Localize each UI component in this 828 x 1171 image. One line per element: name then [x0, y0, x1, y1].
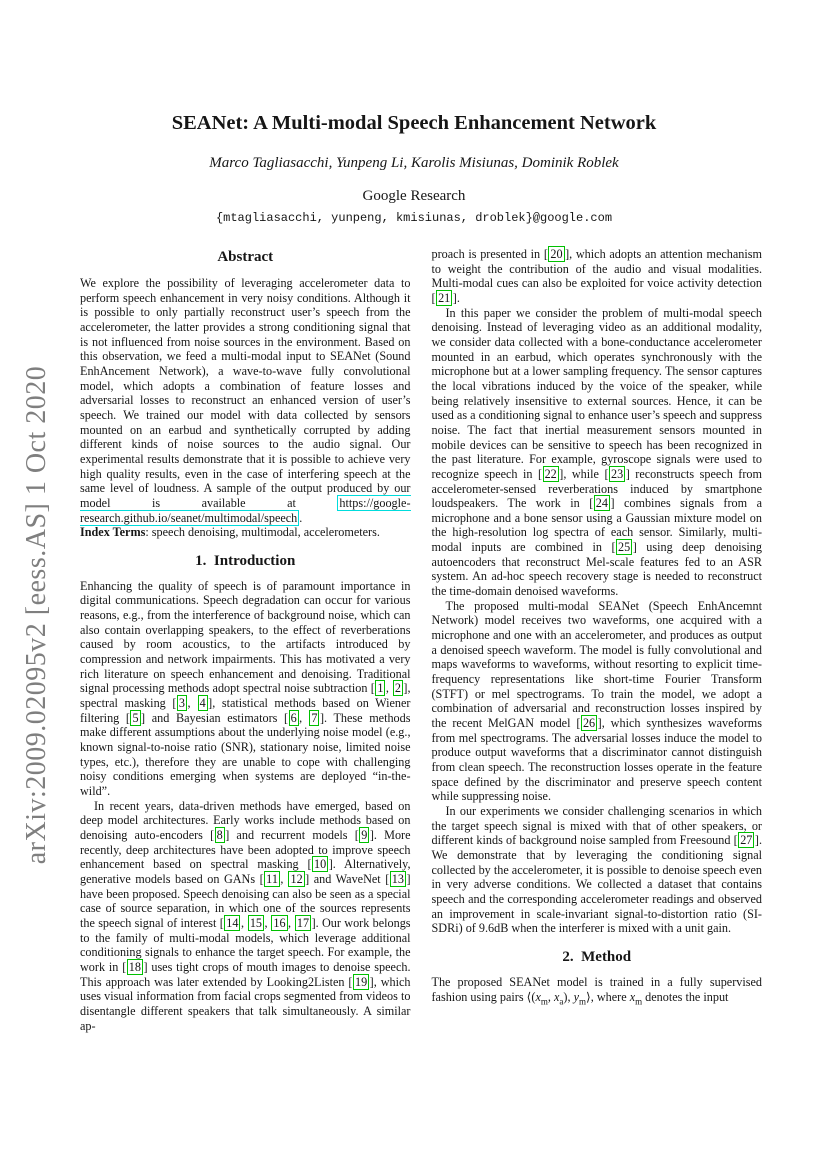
paragraph: Enhancing the quality of speech is of paramount importance in digital communications. Speech degradation can occur for various reasons, e.g., from the interference of background noise, which can also contain overlapping speakers, to the effect of reverberations caused by room acoustics, to the artifacts introduced by compression and network impairments. This has motivated a very rich literature on speech enhancement and denoising. Traditional signal processing methods adopt spectral noise subtraction [ 1 , 2 ], spectral masking [ 3 , 4 ], statistical methods based on Wiener filtering [ 5 ] and Bayesian estimators [ 6 , 7 ]. These methods make different assumptions about the underlying noise model (e.g., known signal-to-noise ratio (SNR), stationary noise, limited noise types, etc.), therefore they are unable to cope with challenging noisy conditions emerging when systems are deployed “in-the-wild”.: [80, 578, 411, 798]
citation-ref[interactable]: 19: [354, 974, 368, 989]
math-text: ,: [547, 989, 554, 1004]
citation-ref[interactable]: 24: [595, 496, 608, 511]
citation-ref[interactable]: 16: [273, 915, 286, 930]
paper-title: SEANet: A Multi-modal Speech Enhancement Network: [171, 112, 657, 134]
citation-ref[interactable]: 1: [377, 681, 384, 696]
paragraph: In recent years, data-driven methods have emerged, based on deep model architectures. Early works include methods based on denoising auto-encoders [ 8 ] and recurrent models [ 9 ]. More recently, deep architectures have been adopted to improve speech enhancement based on spectral masking [ 10 ]. Alternatively, generative models based on GANs [ 11 , 12 ] and WaveNet [ 13 ] have been proposed. Speech denoising can also be seen as a special case of source separation, in which one of the sources represents the speech signal of interest [ 14 , 15 , 16 , 17 ]. Our work belongs to the family of multi-modal models, which leverage additional conditioning signals to enhance the target speech. For example, the work in [ 18 ] uses tight crops of mouth images to denoise speech. This approach was later extended by Looking2Listen [ 19 ], which uses visual information from facial crops segmented from videos to disentangle different speakers that talk simultaneously. A similar ap-: [80, 798, 411, 1033]
citation-group: [ 19 ]: [348, 974, 374, 989]
citation-ref[interactable]: 13: [391, 871, 404, 886]
authors-line: Marco Tagliasacchi, Yunpeng Li, Karolis Misiunas, Dominik Roblek: [209, 155, 619, 171]
citation-group: [ 11 , 12 ]: [259, 871, 310, 886]
citation-ref[interactable]: 14: [226, 915, 239, 930]
math-text: ⟩: [586, 989, 591, 1004]
math-variable: $x_m$: [535, 989, 548, 1006]
section-heading: Abstract: [217, 249, 274, 265]
citation-group: [ 18 ]: [122, 959, 148, 974]
citation-ref[interactable]: 27: [740, 833, 753, 848]
paragraph: In our experiments we consider challenging scenarios in which the target speech signal is mixed with that of other speakers, or different kinds of background noise sampled from Freesound [ 27 ]. We demonstrate that by leveraging the conditioning signal collected by the accelerometer, it is possible to denoise speech even in very adverse conditions. We collected a dataset that contains speech and the corresponding accelerometer readings and observed an improvement in scale-invariant signal-to-distortion ratio (SI-SDRi) of 9.6dB when the interferer is mixed with a unit gain.: [431, 803, 762, 936]
left-column: [80, 247, 411, 1033]
citation-ref[interactable]: 18: [128, 959, 141, 974]
citation-ref[interactable]: 3: [178, 696, 185, 711]
paragraph: The proposed multi-modal SEANet (Speech EnhAncemnt Network) model receives two waveforms, one acquired with a microphone and one with an accelerometer, and produces as output a denoised speech waveform. The model is fully convolutional and maps waveforms to waveforms, without resorting to explicit time-frequency representations like short-time Fourier Transform (STFT) or mel spectrograms. To train the model, we adopt a combination of adversarial and reconstruction losses inspired by the recent MelGAN model [ 26 ], which synthesizes waveforms from mel spectrograms. The adversarial losses induce the model to produce output waveforms that a discriminator cannot distinguish from clean speech. The reconstruction losses operate in the feature space defined by the discriminator and preserve speech content while suppressing noise.: [431, 598, 762, 804]
url-link[interactable]: https://google-research.github.io/seanet/multimodal/speech: [80, 495, 411, 525]
citation-ref[interactable]: 23: [611, 466, 624, 481]
paragraph: The proposed SEANet model is trained in a fully supervised fashion using pairs $⟨(x_m$, $x_a$), $y_m⟩$, where $x_m$ denotes the input: [431, 974, 762, 1006]
citation-ref[interactable]: 7: [311, 710, 318, 725]
arxiv-banner-text: arXiv:2009.02095v2 [eess.AS] 1 Oct 2020: [21, 365, 52, 865]
citation-ref[interactable]: 22: [544, 466, 557, 481]
citation-ref[interactable]: 5: [132, 710, 139, 725]
citation-ref[interactable]: 10: [314, 857, 327, 872]
citation-ref[interactable]: 17: [296, 915, 310, 930]
math-variable: $x_a$: [553, 989, 564, 1006]
index-terms-label: Index Terms: [80, 525, 146, 540]
citation-group: [ 5 ]: [125, 710, 146, 725]
citation-group: [ 25 ]: [611, 540, 637, 555]
author-emails: {mtagliasacchi, yunpeng, kmisiunas, droblek}@google.com: [215, 211, 613, 225]
citation-group: [ 23 ]: [604, 466, 630, 481]
paragraph: Index Terms: speech denoising, multimodal, accelerometers.: [80, 525, 380, 540]
citation-ref[interactable]: 15: [249, 915, 262, 930]
citation-ref[interactable]: 11: [266, 871, 278, 886]
citation-group: [ 14 , 15 , 16 , 17 ]: [219, 915, 316, 930]
citation-group: [ 27 ]: [733, 833, 759, 848]
citation-ref[interactable]: 20: [550, 247, 563, 261]
paragraph: In this paper we consider the problem of multi-modal speech denoising. Instead of leveraging video as an additional modality, we consider data collected with a bone-conductance accelerometer mounted in an earbud, which operates synchronously with the microphone but at a lower sampling frequency. The sensor captures the local vibrations induced by the voice of the speaker, while being relatively insensitive to external sources. Hence, it can be used as a conditioning signal to enhance user’s speech and suppress noise. The fact that inertial measurement sensors mounted in mobile devices can be sensitive to speech has been recognized in the past literature. For example, gyroscope signals were used to recognize speech in [ 22 ], while [ 23 ] reconstructs speech from accelerometer-sensed reverberations induced by smartphone loudspeakers. The work in [ 24 ] combines signals from a microphone and a bone sensor using a Gaussian mixture model on the high-resolution log spectra of each sensor. Similarly, multi-modal inputs are combined in [ 25 ] using deep denoising autoencoders that reconstruct Mel-scale features fed to an ASR system. An ad-hoc speech recovery stage is needed to reconstruct the time-domain denoised waveforms.: [431, 305, 762, 599]
citation-group: [ 6 , 7 ]: [284, 710, 324, 725]
citation-group: [ 21 ]: [431, 290, 457, 305]
citation-group: [ 20 ]: [543, 247, 570, 261]
section-heading: 1. Introduction: [195, 552, 296, 569]
paragraph: proach is presented in [ 20 ], which adopts an attention mechanism to weight the contribution of the audio and visual modalities. Multi-modal cues can also be exploited for voice activity detection [ 21 ].: [431, 247, 762, 305]
two-column-body: [80, 247, 762, 1033]
citation-ref[interactable]: 12: [290, 871, 303, 886]
citation-group: [ 26 ]: [576, 716, 602, 730]
math-text: ⟨(: [526, 989, 536, 1004]
citation-ref[interactable]: 6: [290, 710, 297, 725]
paragraph: We explore the possibility of leveraging accelerometer data to perform speech enhancement in very noisy conditions. Although it is possible to only partially reconstruct user’s speech from the accelerometer, the latter provides a strong conditioning signal that is not influenced from noise sources in the environment. Based on this observation, we feed a multi-modal input to SEANet (Sound EnhAncement Network), a wave-to-wave fully convolutional model, which adopts a combination of feature losses and adversarial losses to reconstruct an enhanced version of user’s speech. We trained our model with data collected by sensors mounted on an earbud and synthetically corrupted by adding different kinds of noise sources to the audio signal. Our experimental results demonstrate that it is possible to achieve very high quality results, even in the case of interfering speech at the same level of loudness. A sample of the output produced by our model is available at https://google-research.github.io/seanet/multimodal/speech .: [80, 276, 411, 525]
citation-group: [ 9 ]: [354, 827, 374, 842]
citation-ref[interactable]: 25: [618, 540, 631, 555]
citation-ref[interactable]: 2: [394, 681, 401, 696]
citation-group: [ 13 ]: [385, 871, 411, 886]
citation-ref[interactable]: 9: [361, 827, 368, 842]
citation-group: [ 24 ]: [589, 496, 615, 511]
citation-ref[interactable]: 26: [582, 716, 596, 730]
math-text: ),: [563, 989, 574, 1004]
citation-group: [ 3 , 4 ]: [172, 696, 213, 711]
section-heading: 2. Method: [562, 948, 632, 965]
citation-group: [ 10 ]: [307, 857, 333, 872]
math-variable: $y_m$: [573, 989, 586, 1006]
math-variable: $x_m$: [629, 989, 643, 1006]
affiliation: Google Research: [362, 188, 466, 204]
citation-ref[interactable]: 21: [438, 290, 451, 305]
right-column: [432, 247, 763, 1033]
citation-group: [ 22 ]: [538, 466, 564, 481]
citation-group: [ 8 ]: [210, 827, 230, 842]
citation-ref[interactable]: 8: [216, 827, 223, 842]
citation-ref[interactable]: 4: [199, 696, 206, 711]
citation-group: [ 1 , 2 ]: [370, 681, 408, 696]
